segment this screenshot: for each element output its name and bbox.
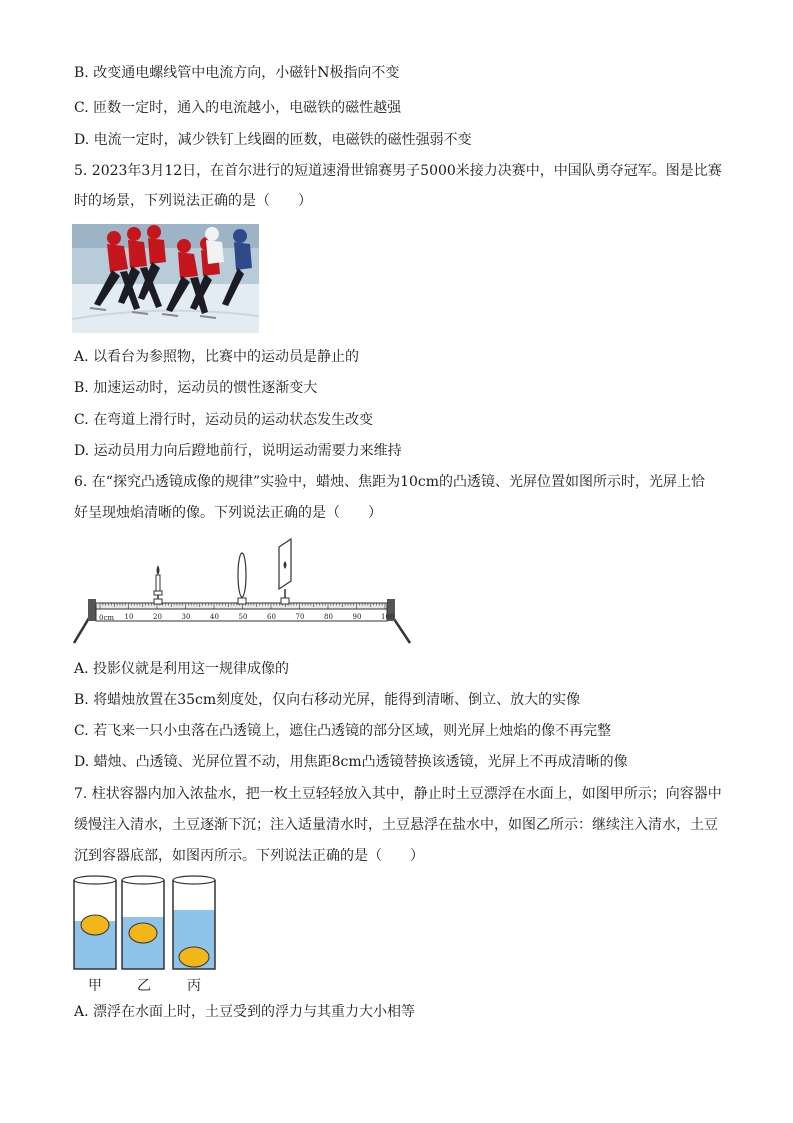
cup-label-jia: 甲 — [88, 978, 102, 994]
ruler-tick-label: 90 — [352, 613, 362, 621]
q7-stem-line2: 缓慢注入清水，土豆逐渐下沉；注入适量清水时，土豆悬浮在盐水中，如图乙所示：继续注入清水，土豆 — [74, 817, 718, 833]
q4-option-c: C. 匝数一定时，通入的电流越小，电磁铁的磁性越强 — [74, 100, 402, 116]
ruler-tick-label: 10 — [124, 613, 134, 621]
q5-option-d: D. 运动员用力向后蹬地前行，说明运动需要力来维持 — [74, 443, 402, 459]
cup-label-yi: 乙 — [137, 978, 151, 994]
cup-label-bing: 丙 — [187, 978, 201, 994]
ruler-tick-label: 60 — [267, 613, 276, 621]
optical-bench-figure — [70, 535, 415, 648]
cup-bing — [173, 876, 215, 969]
ruler-tick-label: 20 — [153, 613, 162, 621]
ruler-tick-label: 70 — [295, 613, 305, 621]
q5-option-a: A. 以看台为参照物，比赛中的运动员是静止的 — [74, 349, 360, 365]
q5-option-b: B. 加速运动时，运动员的惯性逐渐变大 — [74, 380, 318, 396]
potato-cups-figure — [72, 874, 222, 974]
q6-option-d: D. 蜡烛、凸透镜、光屏位置不动，用焦距8cm凸透镜替换该透镜，光屏上不再成清晰的像 — [74, 754, 628, 770]
q5-stem-line2: 时的场景，下列说法正确的是（ ） — [74, 193, 312, 209]
cup-jia — [74, 876, 116, 969]
q5-stem-line1: 5. 2023年3月12日，在首尔进行的短道速滑世锦赛男子5000米接力决赛中，中国队勇夺冠军。图是比赛 — [74, 163, 722, 179]
q7-option-a: A. 漂浮在水面上时，土豆受到的浮力与其重力大小相等 — [74, 1004, 416, 1020]
q6-stem-line2: 好呈现烛焰清晰的像。下列说法正确的是（ ） — [74, 505, 382, 521]
q4-option-d: D. 电流一定时，减少铁钉上线圈的匝数，电磁铁的磁性强弱不变 — [74, 132, 472, 148]
candle — [154, 565, 162, 604]
q7-stem-line3: 沉到容器底部，如图丙所示。下列说法正确的是（ ） — [74, 848, 424, 864]
q6-option-c: C. 若飞来一只小虫落在凸透镜上，遮住凸透镜的部分区域，则光屏上烛焰的像不再完整 — [74, 723, 612, 739]
light-screen — [279, 539, 291, 604]
q5-option-c: C. 在弯道上滑行时，运动员的运动状态发生改变 — [74, 412, 374, 428]
convex-lens — [238, 553, 246, 604]
ruler-tick-label: 30 — [181, 613, 191, 621]
ruler-tick-label: 100 — [381, 613, 395, 621]
cup-yi — [122, 876, 164, 969]
q6-option-b: B. 将蜡烛放置在35cm刻度处，仅向右移动光屏，能得到清晰、倒立、放大的实像 — [74, 692, 581, 708]
q7-stem-line1: 7. 柱状容器内加入浓盐水，把一枚土豆轻轻放入其中，静止时土豆漂浮在水面上，如图甲所示；向容器中 — [74, 786, 722, 802]
ruler-tick-label: 50 — [238, 613, 248, 621]
ruler-tick-label: 40 — [210, 613, 219, 621]
ruler-zero-label: 0cm — [99, 614, 115, 622]
speed-skating-photo — [72, 224, 259, 333]
q6-stem-line1: 6. 在“探究凸透镜成像的规律”实验中，蜡烛、焦距为10cm的凸透镜、光屏位置如图所示时，光屏上恰 — [74, 474, 706, 490]
ruler-tick-label: 80 — [324, 613, 333, 621]
q6-option-a: A. 投影仪就是利用这一规律成像的 — [74, 661, 290, 677]
q4-option-b: B. 改变通电螺线管中电流方向，小磁针N极指向不变 — [74, 65, 400, 81]
